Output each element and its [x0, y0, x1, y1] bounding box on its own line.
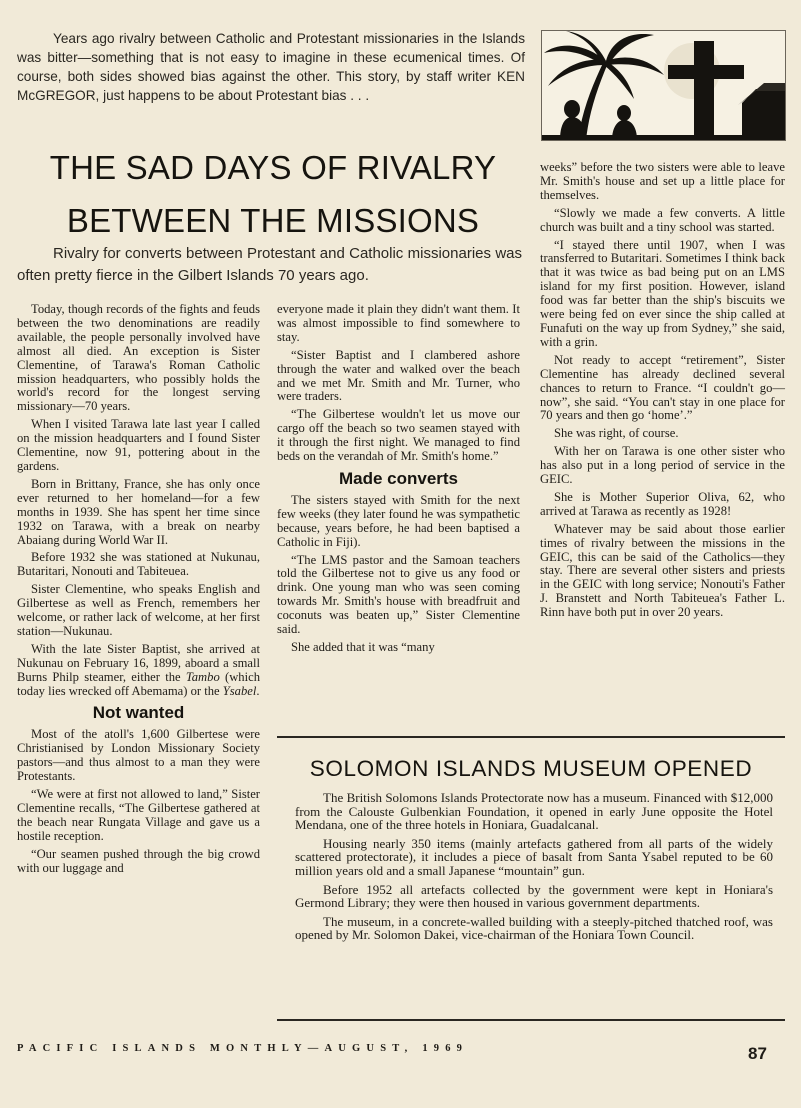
- headline-line-1: THE SAD DAYS OF RIVALRY: [49, 149, 497, 186]
- paragraph: “The Gilbertese wouldn't let us move our cargo off the beach so two seamen stayed with it through the first night. We managed to find beds on the verandah of Mr. Smith's home.”: [277, 407, 520, 464]
- paragraph: When I visited Tarawa late last year I called on the mission headquarters and I found Sister Clementine, now 91, pottering about in the gardens.: [17, 417, 260, 473]
- intro-text: Years ago rivalry between Catholic and Protestant missionaries in the Islands was bitter—something that is not easy to imagine in these ecumenical times. Of course, both sides showed bias against the other. This story, by staff writer KEN McGREGOR, just happens to be about Protestant bias . . .: [17, 31, 525, 103]
- article-column-2: [277, 303, 520, 659]
- divider: [277, 1019, 785, 1021]
- paragraph: “Slowly we made a few converts. A little church was built and a tiny school was started.: [540, 205, 785, 234]
- paragraph: Housing nearly 350 items (mainly artefacts gathered from all parts of the widely scattered protectorate), it includes a piece of basalt from Santa Ysabel reputed to be 60 million years old and a small Japanese “mountain” gun.: [295, 835, 773, 878]
- divider: [277, 736, 785, 738]
- news-item-title: SOLOMON ISLANDS MUSEUM OPENED: [309, 756, 753, 781]
- paragraph: “We were at first not allowed to land,” Sister Clementine recalls, “The Gilbertese gathered at the beach near Rungata Village and gave us a hostile reception.: [17, 787, 260, 843]
- paragraph: “Our seamen pushed through the big crowd with our luggage and: [17, 846, 260, 875]
- paragraph: With her on Tarawa is one other sister who has also put in a long period of service in the GEIC.: [540, 444, 785, 487]
- paragraph: She added that it was “many: [291, 639, 435, 654]
- paragraph: The sisters stayed with Smith for the next few weeks (they later found he was sympathetic because, years before, he had been baptised a Catholic in Fiji).: [277, 492, 520, 549]
- paragraph: Before 1952 all artefacts collected by the government were kept in Honiara's Germond Library; they were then housed in various government departments.: [295, 881, 773, 911]
- paragraph: The British Solomons Islands Protectorate now has a museum. Financed with $12,000 from the Calouste Gulbenkian Foundation, it opened in early June opposite the Hotel Mendana, one of the three hotels in Honiara, Guadalcanal.: [295, 790, 773, 833]
- page-number: 87: [748, 1044, 767, 1063]
- paragraph: “I stayed there until 1907, when I was transferred to Butaritari. Sometimes I think back that it was twice as bad being put on an LMS island for my first position. However, island food was far better than the ship's biscuits we were being fed on ever since the ship called at Funafuti on the way up from Sydney,” she said, with a grin.: [540, 237, 785, 349]
- headline: [20, 141, 526, 247]
- paragraph: She is Mother Superior Oliva, 62, who arrived at Tarawa as recently as 1928!: [540, 489, 785, 518]
- text-run: (which today lies wrecked off Abemama) or the: [17, 669, 260, 698]
- paragraph: She was right, of course.: [554, 426, 679, 441]
- headline-line-2: BETWEEN THE MISSIONS: [66, 202, 480, 239]
- ship-name: Tambo: [185, 669, 220, 684]
- article-column-1: [17, 303, 260, 879]
- paragraph: everyone made it plain they didn't want them. It was almost impossible to find somewhere to stay.: [277, 302, 520, 344]
- paragraph: “Sister Baptist and I clambered ashore through the water and walked over the beach and we met Mr. Smith and Mr. Turner, who were traders.: [277, 347, 520, 404]
- ship-name: Ysabel: [222, 683, 257, 698]
- article-column-3: [540, 161, 785, 624]
- subhead-made-converts: Made converts: [338, 468, 459, 488]
- deck-text: Rivalry for converts between Protestant and Catholic missionaries was often pretty fierce in the Gilbert Islands 70 years ago.: [17, 245, 522, 284]
- paragraph: Before 1932 she was stationed at Nukunau, Butaritari, Nonouti and Tabiteuea.: [17, 550, 260, 579]
- deck: [17, 243, 522, 287]
- paragraph: Sister Clementine, who speaks English and Gilbertese as well as French, remembers her welcome, or rather lack of welcome, at her first station—Nukunau.: [17, 582, 260, 638]
- text-run: With the late Sister Baptist, she arrived at Nukunau on February 16, 1899, aboard a small Burns Philp steamer, either the: [17, 641, 260, 684]
- paragraph: “The LMS pastor and the Samoan teachers told the Gilbertese not to give us any food or drink. One young man who was seen coming towards Mr. Smith's house with breadfruit and coconuts was beaten up,” Sister Clementine said.: [277, 552, 520, 637]
- paragraph: weeks” before the two sisters were able to leave Mr. Smith's house and set up a little place for themselves.: [540, 160, 785, 202]
- paragraph: Whatever may be said about those earlier times of rivalry between the missions in the GEIC, this can be said of the Catholics—they stay. There are several other sisters and priests in the GEIC with long service; Nonouti's Father J. Branstett and North Tabiteuea's Father L. Rinn have both put in over 20 years.: [540, 521, 785, 620]
- paragraph: Born in Brittany, France, she has only once ever returned to her homeland—for a few months in 1939. She has spent her time since 1932 on Tarawa, with a break on nearby Abaiang during World War II.: [17, 476, 260, 547]
- paragraph: [17, 643, 260, 699]
- cross-and-palm-silhouette-illustration: [541, 30, 786, 141]
- paragraph: The museum, in a concrete-walled building with a steeply-pitched thatched roof, was opened by Mr. Solomon Dakei, vice-chairman of the Honiara Town Council.: [295, 913, 773, 943]
- paragraph: Not ready to accept “retirement”, Sister Clementine has already declined several chances to return to France. “I couldn't go—now”, she said. “You can't stay in one place for 70 years and then go ‘home’.”: [540, 352, 785, 423]
- footer-magazine-line: PACIFIC ISLANDS MONTHLY—AUGUST, 1969: [17, 1043, 469, 1054]
- intro-blurb: [17, 29, 525, 105]
- text-run: .: [256, 683, 260, 698]
- subhead-not-wanted: Not wanted: [92, 703, 185, 723]
- paragraph: Today, though records of the fights and feuds between the two denominations are readily available, the people personally involved have almost all died. An exception is Sister Clementine, of Tarawa's Roman Catholic mission headquarters, who possibly holds the world's record for the longest serving missionary—70 years.: [17, 302, 260, 414]
- news-item-body: [295, 791, 773, 947]
- paragraph: Most of the atoll's 1,600 Gilbertese were Christianised by London Missionary Society pastors—and thus almost to a man they were Protestants.: [17, 727, 260, 784]
